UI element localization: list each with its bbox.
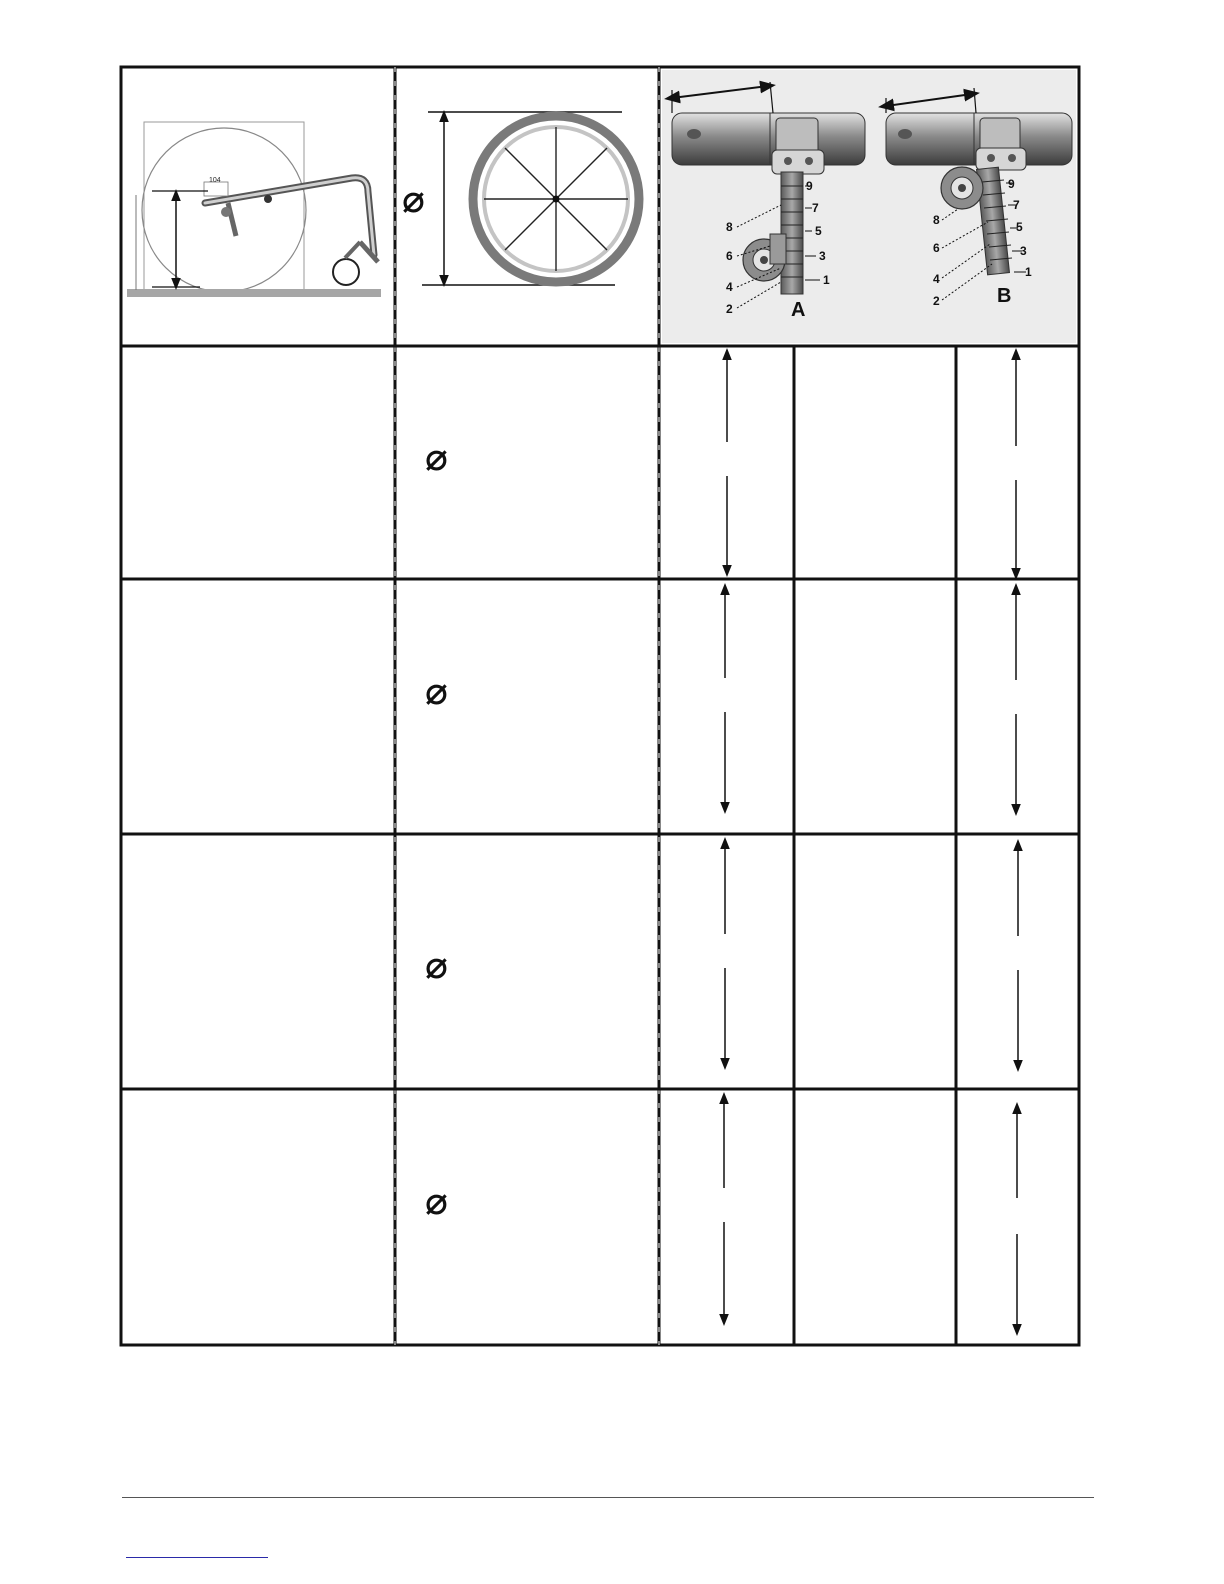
variant-label-a: A — [791, 299, 806, 321]
position-label-a-8: 8 — [726, 220, 733, 234]
diameter-symbol-row-1: ⌀ — [425, 435, 448, 479]
height-arrows-row-3 — [725, 843, 1018, 1066]
diameter-symbol-row-4: ⌀ — [425, 1179, 448, 1223]
variant-label-b: B — [997, 285, 1012, 307]
footer-link-underline[interactable] — [126, 1557, 268, 1558]
position-label-a-5: 5 — [815, 224, 822, 238]
diameter-symbol-row-2: ⌀ — [425, 669, 448, 713]
position-label-b-5: 5 — [1016, 220, 1023, 234]
position-label-a-1: 1 — [823, 273, 830, 287]
wheel-diameter-diagram — [422, 112, 639, 285]
position-label-a-3: 3 — [819, 249, 826, 263]
wheelchair-frame-diagram — [127, 122, 381, 297]
height-arrows-row-1 — [727, 354, 1016, 574]
position-label-b-4: 4 — [933, 272, 940, 286]
position-label-b-2: 2 — [933, 294, 940, 308]
seat-dimension-label: 104 — [209, 177, 221, 184]
position-label-a-7: 7 — [812, 201, 819, 215]
position-label-a-2: 2 — [726, 302, 733, 316]
position-label-a-9: 9 — [806, 179, 813, 193]
height-arrows-row-2 — [725, 589, 1016, 810]
position-label-a-6: 6 — [726, 249, 733, 263]
footer-rule — [122, 1497, 1094, 1498]
diameter-symbol-row-3: ⌀ — [425, 943, 448, 987]
position-label-b-9: 9 — [1008, 177, 1015, 191]
position-label-b-6: 6 — [933, 241, 940, 255]
diameter-symbol-header: ⌀ — [402, 177, 425, 221]
position-label-b-8: 8 — [933, 213, 940, 227]
position-label-a-4: 4 — [726, 280, 733, 294]
position-label-b-3: 3 — [1020, 244, 1027, 258]
position-label-b-1: 1 — [1025, 265, 1032, 279]
height-arrows-row-4 — [724, 1098, 1017, 1330]
position-label-b-7: 7 — [1013, 198, 1020, 212]
